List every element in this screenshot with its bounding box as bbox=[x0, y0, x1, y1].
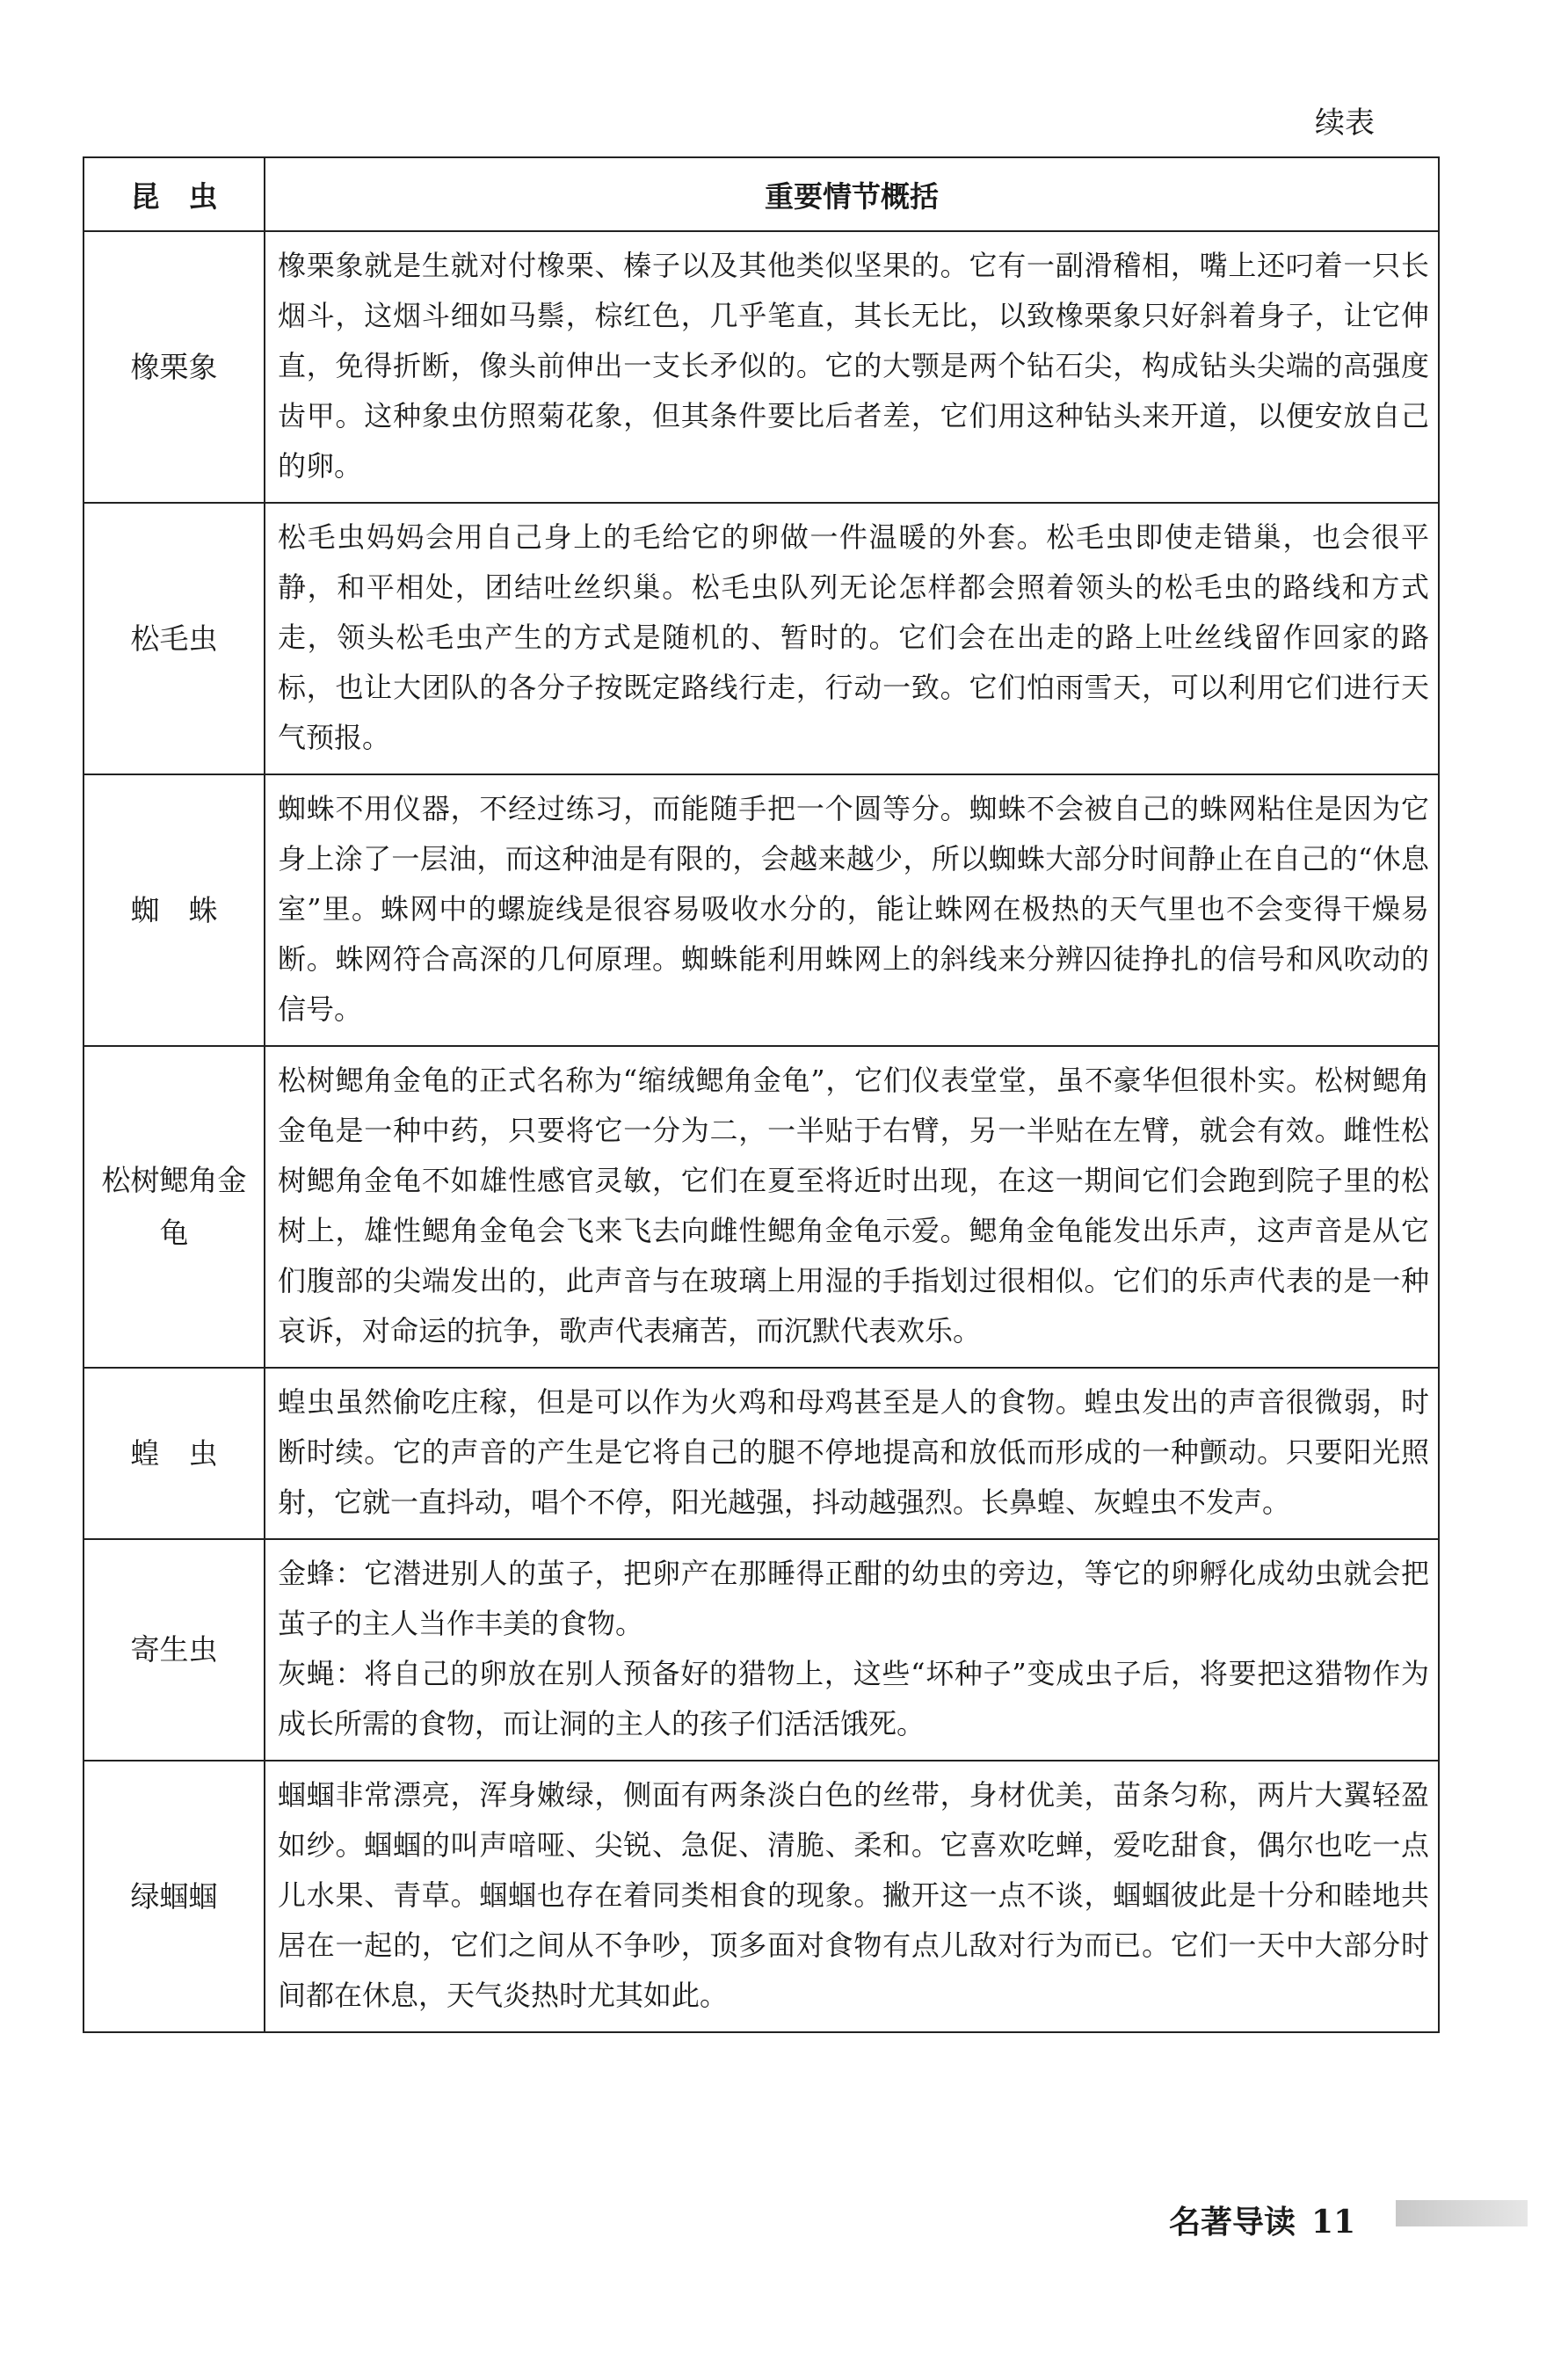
header-insect: 昆 虫 bbox=[83, 157, 265, 231]
summary-paragraph: 橡栗象就是生就对付橡栗、榛子以及其他类似坚果的。它有一副滑稽相，嘴上还叼着一只长烟斗，这烟斗细如马鬃，棕红色，几乎笔直，其长无比，以致橡栗象只好斜着身子，让它伸直，免得折断，像头前伸出一支长矛似的。它的大颚是两个钻石尖，构成钻头尖端的高强度齿甲。这种象虫仿照菊花象，但其条件要比后者差，它们用这种钻头来开道，以便安放自己的卵。 bbox=[278, 249, 1429, 483]
plot-summary-cell bbox=[265, 503, 1439, 774]
summary-paragraph: 松毛虫妈妈会用自己身上的毛给它的卵做一件温暖的外套。松毛虫即使走错巢，也会很平静，和平相处，团结吐丝织巢。松毛虫队列无论怎样都会照着领头的松毛虫的路线和方式走，领头松毛虫产生的方式是随机的、暂时的。它们会在出走的路上吐丝线留作回家的路标，也让大团队的各分子按既定路线行走，行动一致。它们怕雨雪天，可以利用它们进行天气预报。 bbox=[278, 520, 1429, 754]
table-row bbox=[83, 1761, 1439, 2032]
insect-name: 绿蝈蝈 bbox=[83, 1761, 265, 2032]
insect-summary-table bbox=[83, 156, 1440, 2033]
continued-table-label: 续表 bbox=[1315, 105, 1375, 141]
plot-summary-cell bbox=[265, 231, 1439, 503]
insect-name: 橡栗象 bbox=[83, 231, 265, 503]
insect-name: 松毛虫 bbox=[83, 503, 265, 774]
insect-name: 蝗 虫 bbox=[83, 1368, 265, 1539]
insect-name: 松树鳃角金龟 bbox=[83, 1046, 265, 1368]
table-row bbox=[83, 1046, 1439, 1368]
summary-paragraph: 金蜂：它潜进别人的茧子，把卵产在那睡得正酣的幼虫的旁边，等它的卵孵化成幼虫就会把茧子的主人当作丰美的食物。 bbox=[278, 1557, 1429, 1640]
page-number: 11 bbox=[1311, 2204, 1356, 2241]
table-row bbox=[83, 1539, 1439, 1761]
plot-summary-cell bbox=[265, 774, 1439, 1046]
table-row bbox=[83, 774, 1439, 1046]
plot-summary-cell bbox=[265, 1539, 1439, 1761]
plot-summary-cell bbox=[265, 1761, 1439, 2032]
footer-decoration-bar bbox=[1396, 2200, 1528, 2226]
insect-name: 寄生虫 bbox=[83, 1539, 265, 1761]
summary-paragraph: 蝈蝈非常漂亮，浑身嫩绿，侧面有两条淡白色的丝带，身材优美，苗条匀称，两片大翼轻盈如纱。蝈蝈的叫声喑哑、尖锐、急促、清脆、柔和。它喜欢吃蝉，爱吃甜食，偶尔也吃一点儿水果、青草。蝈蝈也存在着同类相食的现象。撇开这一点不谈，蝈蝈彼此是十分和睦地共居在一起的，它们之间从不争吵，顶多面对食物有点儿敌对行为而已。它们一天中大部分时间都在休息，天气炎热时尤其如此。 bbox=[278, 1778, 1429, 2012]
table-row bbox=[83, 231, 1439, 503]
page-footer bbox=[1169, 2197, 1355, 2242]
plot-summary-cell bbox=[265, 1046, 1439, 1368]
table-header-row bbox=[83, 157, 1439, 231]
summary-paragraph: 蝗虫虽然偷吃庄稼，但是可以作为火鸡和母鸡甚至是人的食物。蝗虫发出的声音很微弱，时断时续。它的声音的产生是它将自己的腿不停地提高和放低而形成的一种颤动。只要阳光照射，它就一直抖动，唱个不停，阳光越强，抖动越强烈。长鼻蝗、灰蝗虫不发声。 bbox=[278, 1385, 1429, 1519]
table-row bbox=[83, 503, 1439, 774]
summary-paragraph: 灰蝇：将自己的卵放在别人预备好的猎物上，这些“坏种子”变成虫子后，将要把这猎物作为成长所需的食物，而让洞的主人的孩子们活活饿死。 bbox=[278, 1657, 1429, 1740]
header-plot-summary: 重要情节概括 bbox=[265, 157, 1439, 231]
summary-paragraph: 蜘蛛不用仪器，不经过练习，而能随手把一个圆等分。蜘蛛不会被自己的蛛网粘住是因为它身上涂了一层油，而这种油是有限的，会越来越少，所以蜘蛛大部分时间静止在自己的“休息室”里。蛛网中的螺旋线是很容易吸收水分的，能让蛛网在极热的天气里也不会变得干燥易断。蛛网符合高深的几何原理。蜘蛛能利用蛛网上的斜线来分辨囚徒挣扎的信号和风吹动的信号。 bbox=[278, 792, 1429, 1026]
insect-name: 蜘 蛛 bbox=[83, 774, 265, 1046]
plot-summary-cell bbox=[265, 1368, 1439, 1539]
table-row bbox=[83, 1368, 1439, 1539]
footer-title: 名著导读 bbox=[1169, 2205, 1296, 2241]
summary-paragraph: 松树鳃角金龟的正式名称为“缩绒鳃角金龟”，它们仪表堂堂，虽不豪华但很朴实。松树鳃角金龟是一种中药，只要将它一分为二，一半贴于右臂，另一半贴在左臂，就会有效。雌性松树鳃角金龟不如雄性感官灵敏，它们在夏至将近时出现，在这一期间它们会跑到院子里的松树上，雄性鳃角金龟会飞来飞去向雌性鳃角金龟示爱。鳃角金龟能发出乐声，这声音是从它们腹部的尖端发出的，此声音与在玻璃上用湿的手指划过很相似。它们的乐声代表的是一种哀诉，对命运的抗争，歌声代表痛苦，而沉默代表欢乐。 bbox=[278, 1064, 1429, 1347]
